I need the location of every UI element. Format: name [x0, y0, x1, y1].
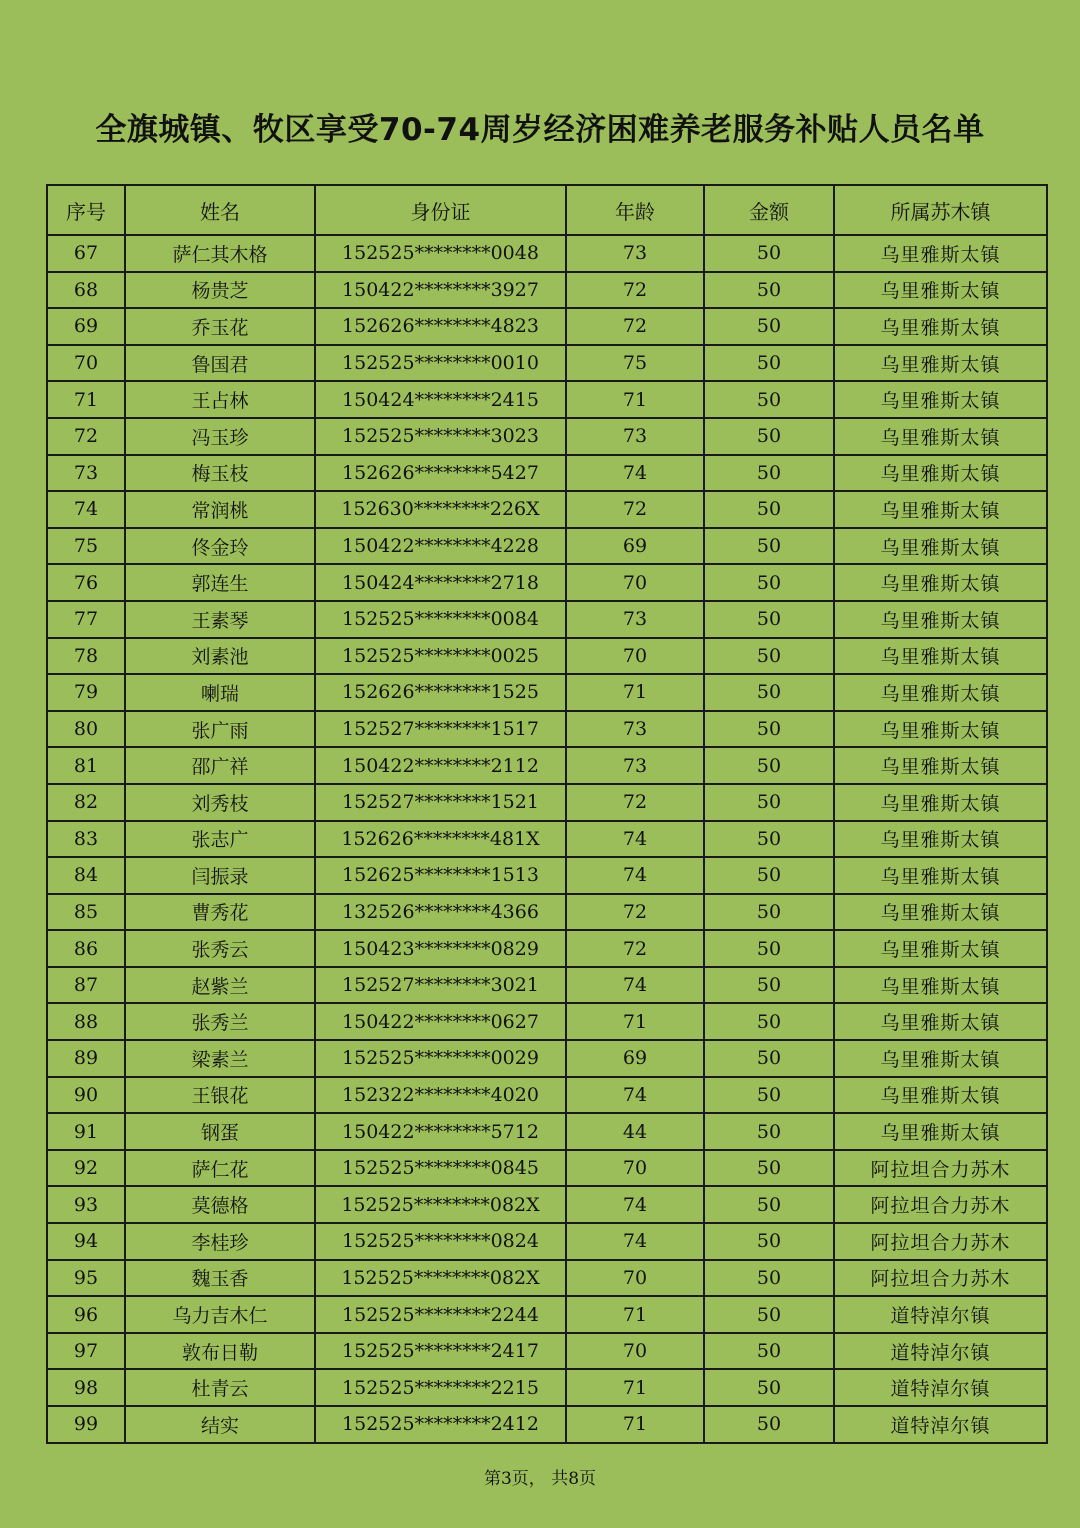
- cell-index: 82: [47, 784, 125, 821]
- cell-amount: 50: [704, 674, 834, 711]
- cell-amount: 50: [704, 1003, 834, 1040]
- table-row: [47, 1369, 1047, 1406]
- cell-age: 73: [566, 711, 704, 748]
- cell-amount: 50: [704, 930, 834, 967]
- cell-age: 70: [566, 1260, 704, 1297]
- table-row: [47, 784, 1047, 821]
- cell-township: 乌里雅斯太镇: [834, 1003, 1047, 1040]
- cell-township: 乌里雅斯太镇: [834, 345, 1047, 382]
- table-row: [47, 1333, 1047, 1370]
- table-row: [47, 1040, 1047, 1077]
- cell-name: 闫振录: [125, 857, 315, 894]
- cell-age: 72: [566, 784, 704, 821]
- header-age: 年龄: [566, 185, 704, 235]
- cell-index: 78: [47, 638, 125, 675]
- cell-age: 44: [566, 1113, 704, 1150]
- cell-amount: 50: [704, 821, 834, 858]
- header-township: 所属苏木镇: [834, 185, 1047, 235]
- cell-id-number: 152322********4020: [315, 1077, 566, 1114]
- cell-id-number: 152626********5427: [315, 455, 566, 492]
- cell-id-number: 152630********226X: [315, 491, 566, 528]
- header-amount: 金额: [704, 185, 834, 235]
- cell-amount: 50: [704, 381, 834, 418]
- cell-name: 冯玉珍: [125, 418, 315, 455]
- table-row: [47, 1150, 1047, 1187]
- cell-amount: 50: [704, 1406, 834, 1443]
- cell-id-number: 152525********0010: [315, 345, 566, 382]
- cell-name: 王银花: [125, 1077, 315, 1114]
- cell-township: 乌里雅斯太镇: [834, 674, 1047, 711]
- cell-index: 84: [47, 857, 125, 894]
- cell-id-number: 152525********082X: [315, 1260, 566, 1297]
- cell-township: 乌里雅斯太镇: [834, 857, 1047, 894]
- cell-name: 结实: [125, 1406, 315, 1443]
- cell-township: 道特淖尔镇: [834, 1406, 1047, 1443]
- cell-name: 曹秀花: [125, 894, 315, 931]
- cell-township: 乌里雅斯太镇: [834, 1040, 1047, 1077]
- cell-amount: 50: [704, 455, 834, 492]
- cell-township: 乌里雅斯太镇: [834, 272, 1047, 309]
- cell-id-number: 152625********1513: [315, 857, 566, 894]
- cell-id-number: 150422********0627: [315, 1003, 566, 1040]
- cell-age: 72: [566, 930, 704, 967]
- cell-name: 王占林: [125, 381, 315, 418]
- cell-amount: 50: [704, 747, 834, 784]
- cell-age: 74: [566, 967, 704, 1004]
- cell-id-number: 150422********4228: [315, 528, 566, 565]
- cell-index: 98: [47, 1369, 125, 1406]
- cell-name: 张秀云: [125, 930, 315, 967]
- cell-age: 73: [566, 418, 704, 455]
- table-row: [47, 528, 1047, 565]
- cell-index: 68: [47, 272, 125, 309]
- cell-id-number: 152626********1525: [315, 674, 566, 711]
- cell-age: 72: [566, 308, 704, 345]
- cell-age: 74: [566, 1186, 704, 1223]
- cell-name: 萨仁其木格: [125, 235, 315, 272]
- header-name: 姓名: [125, 185, 315, 235]
- cell-township: 乌里雅斯太镇: [834, 967, 1047, 1004]
- header-index: 序号: [47, 185, 125, 235]
- cell-name: 刘素池: [125, 638, 315, 675]
- cell-index: 93: [47, 1186, 125, 1223]
- cell-index: 87: [47, 967, 125, 1004]
- cell-name: 张志广: [125, 821, 315, 858]
- cell-age: 72: [566, 894, 704, 931]
- cell-id-number: 152525********0845: [315, 1150, 566, 1187]
- cell-township: 阿拉坦合力苏木: [834, 1223, 1047, 1260]
- table-row: [47, 747, 1047, 784]
- cell-name: 鲁国君: [125, 345, 315, 382]
- cell-amount: 50: [704, 345, 834, 382]
- cell-index: 86: [47, 930, 125, 967]
- cell-id-number: 150422********5712: [315, 1113, 566, 1150]
- cell-name: 佟金玲: [125, 528, 315, 565]
- table-row: [47, 601, 1047, 638]
- table-row: [47, 967, 1047, 1004]
- cell-age: 71: [566, 1369, 704, 1406]
- cell-amount: 50: [704, 235, 834, 272]
- cell-name: 萨仁花: [125, 1150, 315, 1187]
- cell-age: 69: [566, 1040, 704, 1077]
- cell-township: 道特淖尔镇: [834, 1369, 1047, 1406]
- cell-age: 70: [566, 638, 704, 675]
- cell-id-number: 152525********0025: [315, 638, 566, 675]
- cell-amount: 50: [704, 418, 834, 455]
- table-row: [47, 1186, 1047, 1223]
- table-row: [47, 345, 1047, 382]
- cell-township: 乌里雅斯太镇: [834, 235, 1047, 272]
- cell-id-number: 152626********481X: [315, 821, 566, 858]
- cell-id-number: 152525********3023: [315, 418, 566, 455]
- cell-name: 乔玉花: [125, 308, 315, 345]
- cell-age: 71: [566, 381, 704, 418]
- cell-index: 81: [47, 747, 125, 784]
- table-row: [47, 930, 1047, 967]
- cell-township: 阿拉坦合力苏木: [834, 1150, 1047, 1187]
- cell-township: 乌里雅斯太镇: [834, 308, 1047, 345]
- subsidy-roster-table: [46, 184, 1048, 1444]
- cell-index: 77: [47, 601, 125, 638]
- cell-amount: 50: [704, 638, 834, 675]
- cell-amount: 50: [704, 272, 834, 309]
- table-body: [47, 235, 1047, 1443]
- cell-amount: 50: [704, 1333, 834, 1370]
- cell-index: 94: [47, 1223, 125, 1260]
- cell-name: 乌力吉木仁: [125, 1296, 315, 1333]
- cell-id-number: 150424********2718: [315, 564, 566, 601]
- cell-amount: 50: [704, 491, 834, 528]
- table-row: [47, 711, 1047, 748]
- cell-id-number: 152525********082X: [315, 1186, 566, 1223]
- cell-index: 76: [47, 564, 125, 601]
- cell-amount: 50: [704, 1369, 834, 1406]
- cell-township: 乌里雅斯太镇: [834, 711, 1047, 748]
- cell-id-number: 152525********2244: [315, 1296, 566, 1333]
- cell-age: 74: [566, 821, 704, 858]
- cell-id-number: 152525********2417: [315, 1333, 566, 1370]
- cell-index: 72: [47, 418, 125, 455]
- cell-id-number: 152525********0029: [315, 1040, 566, 1077]
- cell-amount: 50: [704, 1186, 834, 1223]
- cell-index: 85: [47, 894, 125, 931]
- cell-amount: 50: [704, 308, 834, 345]
- cell-index: 88: [47, 1003, 125, 1040]
- cell-age: 73: [566, 601, 704, 638]
- cell-name: 邵广祥: [125, 747, 315, 784]
- header-id-number: 身份证: [315, 185, 566, 235]
- cell-id-number: 150424********2415: [315, 381, 566, 418]
- cell-age: 73: [566, 747, 704, 784]
- cell-id-number: 152527********1517: [315, 711, 566, 748]
- cell-age: 71: [566, 1296, 704, 1333]
- cell-amount: 50: [704, 1113, 834, 1150]
- cell-township: 乌里雅斯太镇: [834, 418, 1047, 455]
- cell-amount: 50: [704, 967, 834, 1004]
- cell-id-number: 150422********3927: [315, 272, 566, 309]
- cell-township: 乌里雅斯太镇: [834, 930, 1047, 967]
- cell-index: 74: [47, 491, 125, 528]
- table-row: [47, 1406, 1047, 1443]
- cell-township: 乌里雅斯太镇: [834, 381, 1047, 418]
- table-header-row: [47, 185, 1047, 235]
- cell-id-number: 150423********0829: [315, 930, 566, 967]
- cell-index: 95: [47, 1260, 125, 1297]
- cell-name: 李桂珍: [125, 1223, 315, 1260]
- cell-township: 乌里雅斯太镇: [834, 894, 1047, 931]
- cell-name: 赵紫兰: [125, 967, 315, 1004]
- cell-id-number: 132526********4366: [315, 894, 566, 931]
- cell-amount: 50: [704, 1260, 834, 1297]
- cell-township: 乌里雅斯太镇: [834, 528, 1047, 565]
- cell-index: 70: [47, 345, 125, 382]
- cell-age: 69: [566, 528, 704, 565]
- cell-name: 喇瑞: [125, 674, 315, 711]
- cell-age: 70: [566, 564, 704, 601]
- cell-amount: 50: [704, 564, 834, 601]
- cell-name: 魏玉香: [125, 1260, 315, 1297]
- table-row: [47, 308, 1047, 345]
- cell-index: 91: [47, 1113, 125, 1150]
- cell-age: 75: [566, 345, 704, 382]
- table-row: [47, 894, 1047, 931]
- cell-age: 71: [566, 674, 704, 711]
- cell-age: 70: [566, 1333, 704, 1370]
- cell-township: 阿拉坦合力苏木: [834, 1186, 1047, 1223]
- cell-age: 70: [566, 1150, 704, 1187]
- table-row: [47, 1223, 1047, 1260]
- cell-amount: 50: [704, 784, 834, 821]
- cell-township: 道特淖尔镇: [834, 1333, 1047, 1370]
- cell-index: 75: [47, 528, 125, 565]
- table-row: [47, 638, 1047, 675]
- cell-age: 74: [566, 857, 704, 894]
- table-row: [47, 1003, 1047, 1040]
- cell-name: 郭连生: [125, 564, 315, 601]
- cell-name: 钢蛋: [125, 1113, 315, 1150]
- cell-id-number: 152525********0824: [315, 1223, 566, 1260]
- cell-age: 72: [566, 491, 704, 528]
- table-row: [47, 491, 1047, 528]
- cell-age: 71: [566, 1003, 704, 1040]
- cell-name: 常润桃: [125, 491, 315, 528]
- cell-name: 莫德格: [125, 1186, 315, 1223]
- table-row: [47, 381, 1047, 418]
- cell-name: 张秀兰: [125, 1003, 315, 1040]
- table-row: [47, 272, 1047, 309]
- table-row: [47, 235, 1047, 272]
- table-row: [47, 1077, 1047, 1114]
- cell-id-number: 152525********0084: [315, 601, 566, 638]
- cell-township: 乌里雅斯太镇: [834, 455, 1047, 492]
- cell-amount: 50: [704, 1296, 834, 1333]
- cell-amount: 50: [704, 857, 834, 894]
- cell-index: 97: [47, 1333, 125, 1370]
- table-row: [47, 821, 1047, 858]
- cell-age: 73: [566, 235, 704, 272]
- cell-township: 道特淖尔镇: [834, 1296, 1047, 1333]
- cell-name: 刘秀枝: [125, 784, 315, 821]
- cell-amount: 50: [704, 1077, 834, 1114]
- page-footer: 第3页， 共8页: [483, 1469, 597, 1489]
- cell-index: 83: [47, 821, 125, 858]
- table-row: [47, 564, 1047, 601]
- cell-amount: 50: [704, 528, 834, 565]
- cell-index: 71: [47, 381, 125, 418]
- cell-amount: 50: [704, 1150, 834, 1187]
- cell-index: 73: [47, 455, 125, 492]
- table-row: [47, 1260, 1047, 1297]
- table-row: [47, 455, 1047, 492]
- cell-township: 乌里雅斯太镇: [834, 638, 1047, 675]
- cell-name: 王素琴: [125, 601, 315, 638]
- table-row: [47, 1296, 1047, 1333]
- cell-id-number: 152525********2412: [315, 1406, 566, 1443]
- cell-township: 乌里雅斯太镇: [834, 491, 1047, 528]
- cell-index: 80: [47, 711, 125, 748]
- cell-township: 乌里雅斯太镇: [834, 564, 1047, 601]
- cell-name: 敦布日勒: [125, 1333, 315, 1370]
- cell-name: 杨贵芝: [125, 272, 315, 309]
- cell-name: 杜青云: [125, 1369, 315, 1406]
- cell-id-number: 152525********2215: [315, 1369, 566, 1406]
- cell-index: 79: [47, 674, 125, 711]
- cell-index: 90: [47, 1077, 125, 1114]
- cell-amount: 50: [704, 1223, 834, 1260]
- cell-id-number: 152527********3021: [315, 967, 566, 1004]
- cell-township: 阿拉坦合力苏木: [834, 1260, 1047, 1297]
- cell-index: 92: [47, 1150, 125, 1187]
- cell-amount: 50: [704, 1040, 834, 1077]
- cell-township: 乌里雅斯太镇: [834, 821, 1047, 858]
- cell-amount: 50: [704, 711, 834, 748]
- cell-index: 89: [47, 1040, 125, 1077]
- cell-township: 乌里雅斯太镇: [834, 747, 1047, 784]
- cell-age: 74: [566, 1077, 704, 1114]
- table-row: [47, 1113, 1047, 1150]
- cell-age: 72: [566, 272, 704, 309]
- document-title: 全旗城镇、牧区享受70-74周岁经济困难养老服务补贴人员名单: [95, 112, 985, 148]
- cell-id-number: 152525********0048: [315, 235, 566, 272]
- cell-township: 乌里雅斯太镇: [834, 784, 1047, 821]
- cell-name: 梁素兰: [125, 1040, 315, 1077]
- cell-index: 99: [47, 1406, 125, 1443]
- cell-index: 69: [47, 308, 125, 345]
- cell-id-number: 152626********4823: [315, 308, 566, 345]
- cell-township: 乌里雅斯太镇: [834, 1077, 1047, 1114]
- cell-index: 96: [47, 1296, 125, 1333]
- cell-name: 梅玉枝: [125, 455, 315, 492]
- cell-age: 71: [566, 1406, 704, 1443]
- cell-index: 67: [47, 235, 125, 272]
- cell-amount: 50: [704, 601, 834, 638]
- table-row: [47, 857, 1047, 894]
- cell-township: 乌里雅斯太镇: [834, 1113, 1047, 1150]
- cell-name: 张广雨: [125, 711, 315, 748]
- cell-id-number: 152527********1521: [315, 784, 566, 821]
- cell-amount: 50: [704, 894, 834, 931]
- cell-township: 乌里雅斯太镇: [834, 601, 1047, 638]
- cell-age: 74: [566, 455, 704, 492]
- table-row: [47, 418, 1047, 455]
- cell-age: 74: [566, 1223, 704, 1260]
- cell-id-number: 150422********2112: [315, 747, 566, 784]
- table-row: [47, 674, 1047, 711]
